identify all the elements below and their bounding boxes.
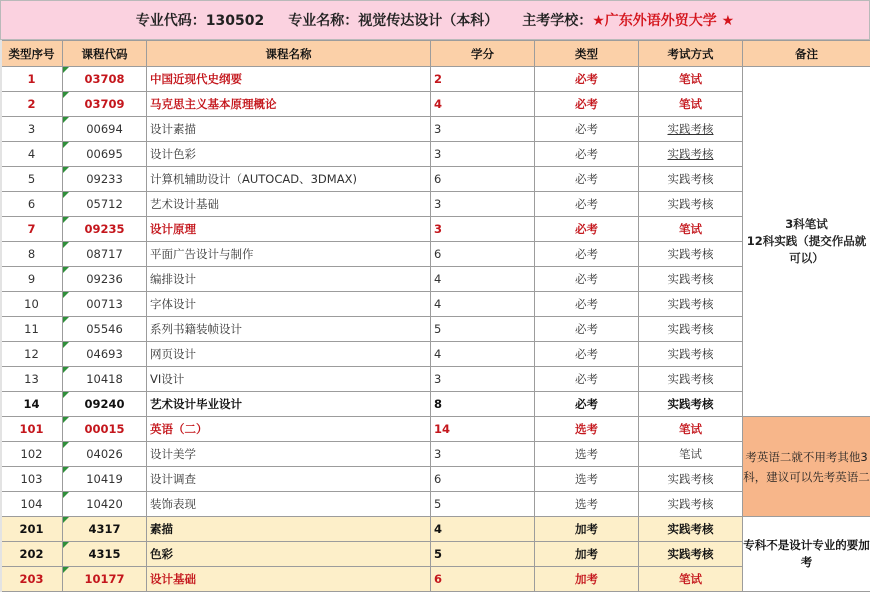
row-type: 必考 — [535, 217, 639, 242]
row-type: 选考 — [535, 442, 639, 467]
table-row — [1, 142, 870, 167]
row-course-name: 设计原理 — [147, 217, 431, 242]
row-exam-method: 实践考核 — [639, 392, 743, 417]
row-credit: 4 — [431, 92, 535, 117]
row-exam-method: 笔试 — [639, 417, 743, 442]
row-exam-method: 实践考核 — [639, 542, 743, 567]
row-type-no: 101 — [1, 417, 63, 442]
remark-additional: 专科不是设计专业的要加考 — [743, 517, 870, 592]
row-type: 必考 — [535, 142, 639, 167]
row-credit: 4 — [431, 342, 535, 367]
row-credit: 5 — [431, 542, 535, 567]
row-course-name: 平面广告设计与制作 — [147, 242, 431, 267]
table-row — [1, 417, 870, 442]
header-type-no: 类型序号 — [1, 41, 63, 67]
row-type: 必考 — [535, 317, 639, 342]
row-type: 必考 — [535, 392, 639, 417]
row-exam-method: 实践考核 — [639, 192, 743, 217]
row-type: 加考 — [535, 542, 639, 567]
course-table — [0, 40, 870, 592]
row-exam-method: 笔试 — [639, 67, 743, 92]
row-type-no: 201 — [1, 517, 63, 542]
remark-required: 3科笔试 12科实践（提交作品就可以） — [743, 67, 870, 417]
row-course-code: 4317 — [63, 517, 147, 542]
table-row — [1, 92, 870, 117]
row-credit: 3 — [431, 217, 535, 242]
row-course-code: 05546 — [63, 317, 147, 342]
row-credit: 3 — [431, 117, 535, 142]
row-credit: 14 — [431, 417, 535, 442]
table-row — [1, 167, 870, 192]
row-course-name: 设计色彩 — [147, 142, 431, 167]
row-course-name: 编排设计 — [147, 267, 431, 292]
row-course-code: 00694 — [63, 117, 147, 142]
table-row — [1, 467, 870, 492]
row-type-no: 1 — [1, 67, 63, 92]
row-credit: 4 — [431, 267, 535, 292]
row-credit: 3 — [431, 142, 535, 167]
row-type: 必考 — [535, 342, 639, 367]
table-row — [1, 367, 870, 392]
row-credit: 8 — [431, 392, 535, 417]
row-type: 加考 — [535, 517, 639, 542]
row-type: 必考 — [535, 117, 639, 142]
row-credit: 3 — [431, 192, 535, 217]
table-row — [1, 192, 870, 217]
row-course-name: 设计调查 — [147, 467, 431, 492]
table-row — [1, 567, 870, 592]
table-row — [1, 542, 870, 567]
row-course-code: 08717 — [63, 242, 147, 267]
row-exam-method: 笔试 — [639, 567, 743, 592]
row-course-code: 10420 — [63, 492, 147, 517]
row-exam-method: 笔试 — [639, 217, 743, 242]
table-row — [1, 117, 870, 142]
row-type-no: 3 — [1, 117, 63, 142]
table-row — [1, 217, 870, 242]
row-type: 必考 — [535, 192, 639, 217]
row-type-no: 12 — [1, 342, 63, 367]
row-course-name: 装饰表现 — [147, 492, 431, 517]
header-remarks: 备注 — [743, 41, 870, 67]
row-type: 必考 — [535, 67, 639, 92]
row-credit: 5 — [431, 492, 535, 517]
row-course-name: 计算机辅助设计（AUTOCAD、3DMAX) — [147, 167, 431, 192]
row-credit: 6 — [431, 467, 535, 492]
row-exam-method: 实践考核 — [639, 367, 743, 392]
row-course-code: 00695 — [63, 142, 147, 167]
row-credit: 6 — [431, 242, 535, 267]
row-course-name: 素描 — [147, 517, 431, 542]
table-row — [1, 317, 870, 342]
table-row — [1, 392, 870, 417]
row-type: 必考 — [535, 92, 639, 117]
row-type-no: 10 — [1, 292, 63, 317]
table-row — [1, 242, 870, 267]
remark-elective: 考英语二就不用考其他3科，建议可以先考英语二 — [743, 417, 870, 517]
table-row — [1, 492, 870, 517]
row-type: 必考 — [535, 267, 639, 292]
row-type-no: 6 — [1, 192, 63, 217]
school-prefix: 主考学校： — [522, 13, 593, 29]
row-course-code: 09236 — [63, 267, 147, 292]
row-course-code: 00713 — [63, 292, 147, 317]
table-row — [1, 292, 870, 317]
table-row — [1, 442, 870, 467]
table-row — [1, 267, 870, 292]
row-exam-method: 实践考核 — [639, 242, 743, 267]
row-type-no: 104 — [1, 492, 63, 517]
row-exam-method: 实践考核 — [639, 292, 743, 317]
row-course-name: 色彩 — [147, 542, 431, 567]
major-banner — [0, 0, 870, 40]
row-exam-method: 笔试 — [639, 92, 743, 117]
row-exam-method: 实践考核 — [639, 167, 743, 192]
table-row — [1, 342, 870, 367]
row-type: 必考 — [535, 367, 639, 392]
row-course-name: VI设计 — [147, 367, 431, 392]
row-exam-method: 实践考核 — [639, 117, 743, 142]
row-exam-method: 实践考核 — [639, 342, 743, 367]
row-credit: 4 — [431, 292, 535, 317]
row-type-no: 8 — [1, 242, 63, 267]
row-course-code: 04693 — [63, 342, 147, 367]
row-type-no: 203 — [1, 567, 63, 592]
row-credit: 3 — [431, 442, 535, 467]
row-type-no: 14 — [1, 392, 63, 417]
row-type: 加考 — [535, 567, 639, 592]
row-course-code: 03708 — [63, 67, 147, 92]
row-type-no: 2 — [1, 92, 63, 117]
row-course-code: 09233 — [63, 167, 147, 192]
row-credit: 6 — [431, 167, 535, 192]
row-course-code: 10418 — [63, 367, 147, 392]
row-course-code: 05712 — [63, 192, 147, 217]
row-type: 必考 — [535, 167, 639, 192]
header-exam-method: 考试方式 — [639, 41, 743, 67]
row-course-name: 网页设计 — [147, 342, 431, 367]
row-exam-method: 实践考核 — [639, 517, 743, 542]
row-course-code: 00015 — [63, 417, 147, 442]
row-course-code: 04026 — [63, 442, 147, 467]
row-course-name: 系列书籍装帧设计 — [147, 317, 431, 342]
row-type-no: 102 — [1, 442, 63, 467]
row-type: 必考 — [535, 242, 639, 267]
row-course-code: 09235 — [63, 217, 147, 242]
row-exam-method: 实践考核 — [639, 492, 743, 517]
row-course-code: 4315 — [63, 542, 147, 567]
row-type-no: 7 — [1, 217, 63, 242]
row-type: 选考 — [535, 467, 639, 492]
row-type: 选考 — [535, 417, 639, 442]
row-type-no: 9 — [1, 267, 63, 292]
header-type: 类型 — [535, 41, 639, 67]
row-credit: 5 — [431, 317, 535, 342]
row-exam-method: 实践考核 — [639, 142, 743, 167]
row-course-name: 艺术设计基础 — [147, 192, 431, 217]
table-row — [1, 517, 870, 542]
row-course-name: 设计素描 — [147, 117, 431, 142]
major-name: 专业名称：视觉传达设计（本科） — [288, 13, 499, 29]
row-exam-method: 实践考核 — [639, 317, 743, 342]
row-course-code: 10177 — [63, 567, 147, 592]
row-credit: 2 — [431, 67, 535, 92]
row-type: 选考 — [535, 492, 639, 517]
row-course-code: 09240 — [63, 392, 147, 417]
row-course-name: 英语（二） — [147, 417, 431, 442]
row-course-code: 03709 — [63, 92, 147, 117]
row-type-no: 11 — [1, 317, 63, 342]
major-code: 专业代码：130502 — [135, 13, 265, 29]
row-type-no: 4 — [1, 142, 63, 167]
row-course-name: 中国近现代史纲要 — [147, 67, 431, 92]
row-type-no: 5 — [1, 167, 63, 192]
row-course-code: 10419 — [63, 467, 147, 492]
row-course-name: 艺术设计毕业设计 — [147, 392, 431, 417]
row-exam-method: 实践考核 — [639, 267, 743, 292]
row-exam-method: 笔试 — [639, 442, 743, 467]
table-row — [1, 67, 870, 92]
row-course-name: 设计美学 — [147, 442, 431, 467]
row-type-no: 13 — [1, 367, 63, 392]
row-type: 必考 — [535, 292, 639, 317]
row-credit: 3 — [431, 367, 535, 392]
row-course-name: 马克思主义基本原理概论 — [147, 92, 431, 117]
header-course-code: 课程代码 — [63, 41, 147, 67]
row-type-no: 202 — [1, 542, 63, 567]
row-exam-method: 实践考核 — [639, 467, 743, 492]
header-course-name: 课程名称 — [147, 41, 431, 67]
header-credit: 学分 — [431, 41, 535, 67]
row-course-name: 字体设计 — [147, 292, 431, 317]
row-credit: 4 — [431, 517, 535, 542]
row-type-no: 103 — [1, 467, 63, 492]
table-header-row — [1, 41, 870, 67]
school-name: ★广东外语外贸大学 ★ — [592, 13, 735, 29]
row-credit: 6 — [431, 567, 535, 592]
row-course-name: 设计基础 — [147, 567, 431, 592]
